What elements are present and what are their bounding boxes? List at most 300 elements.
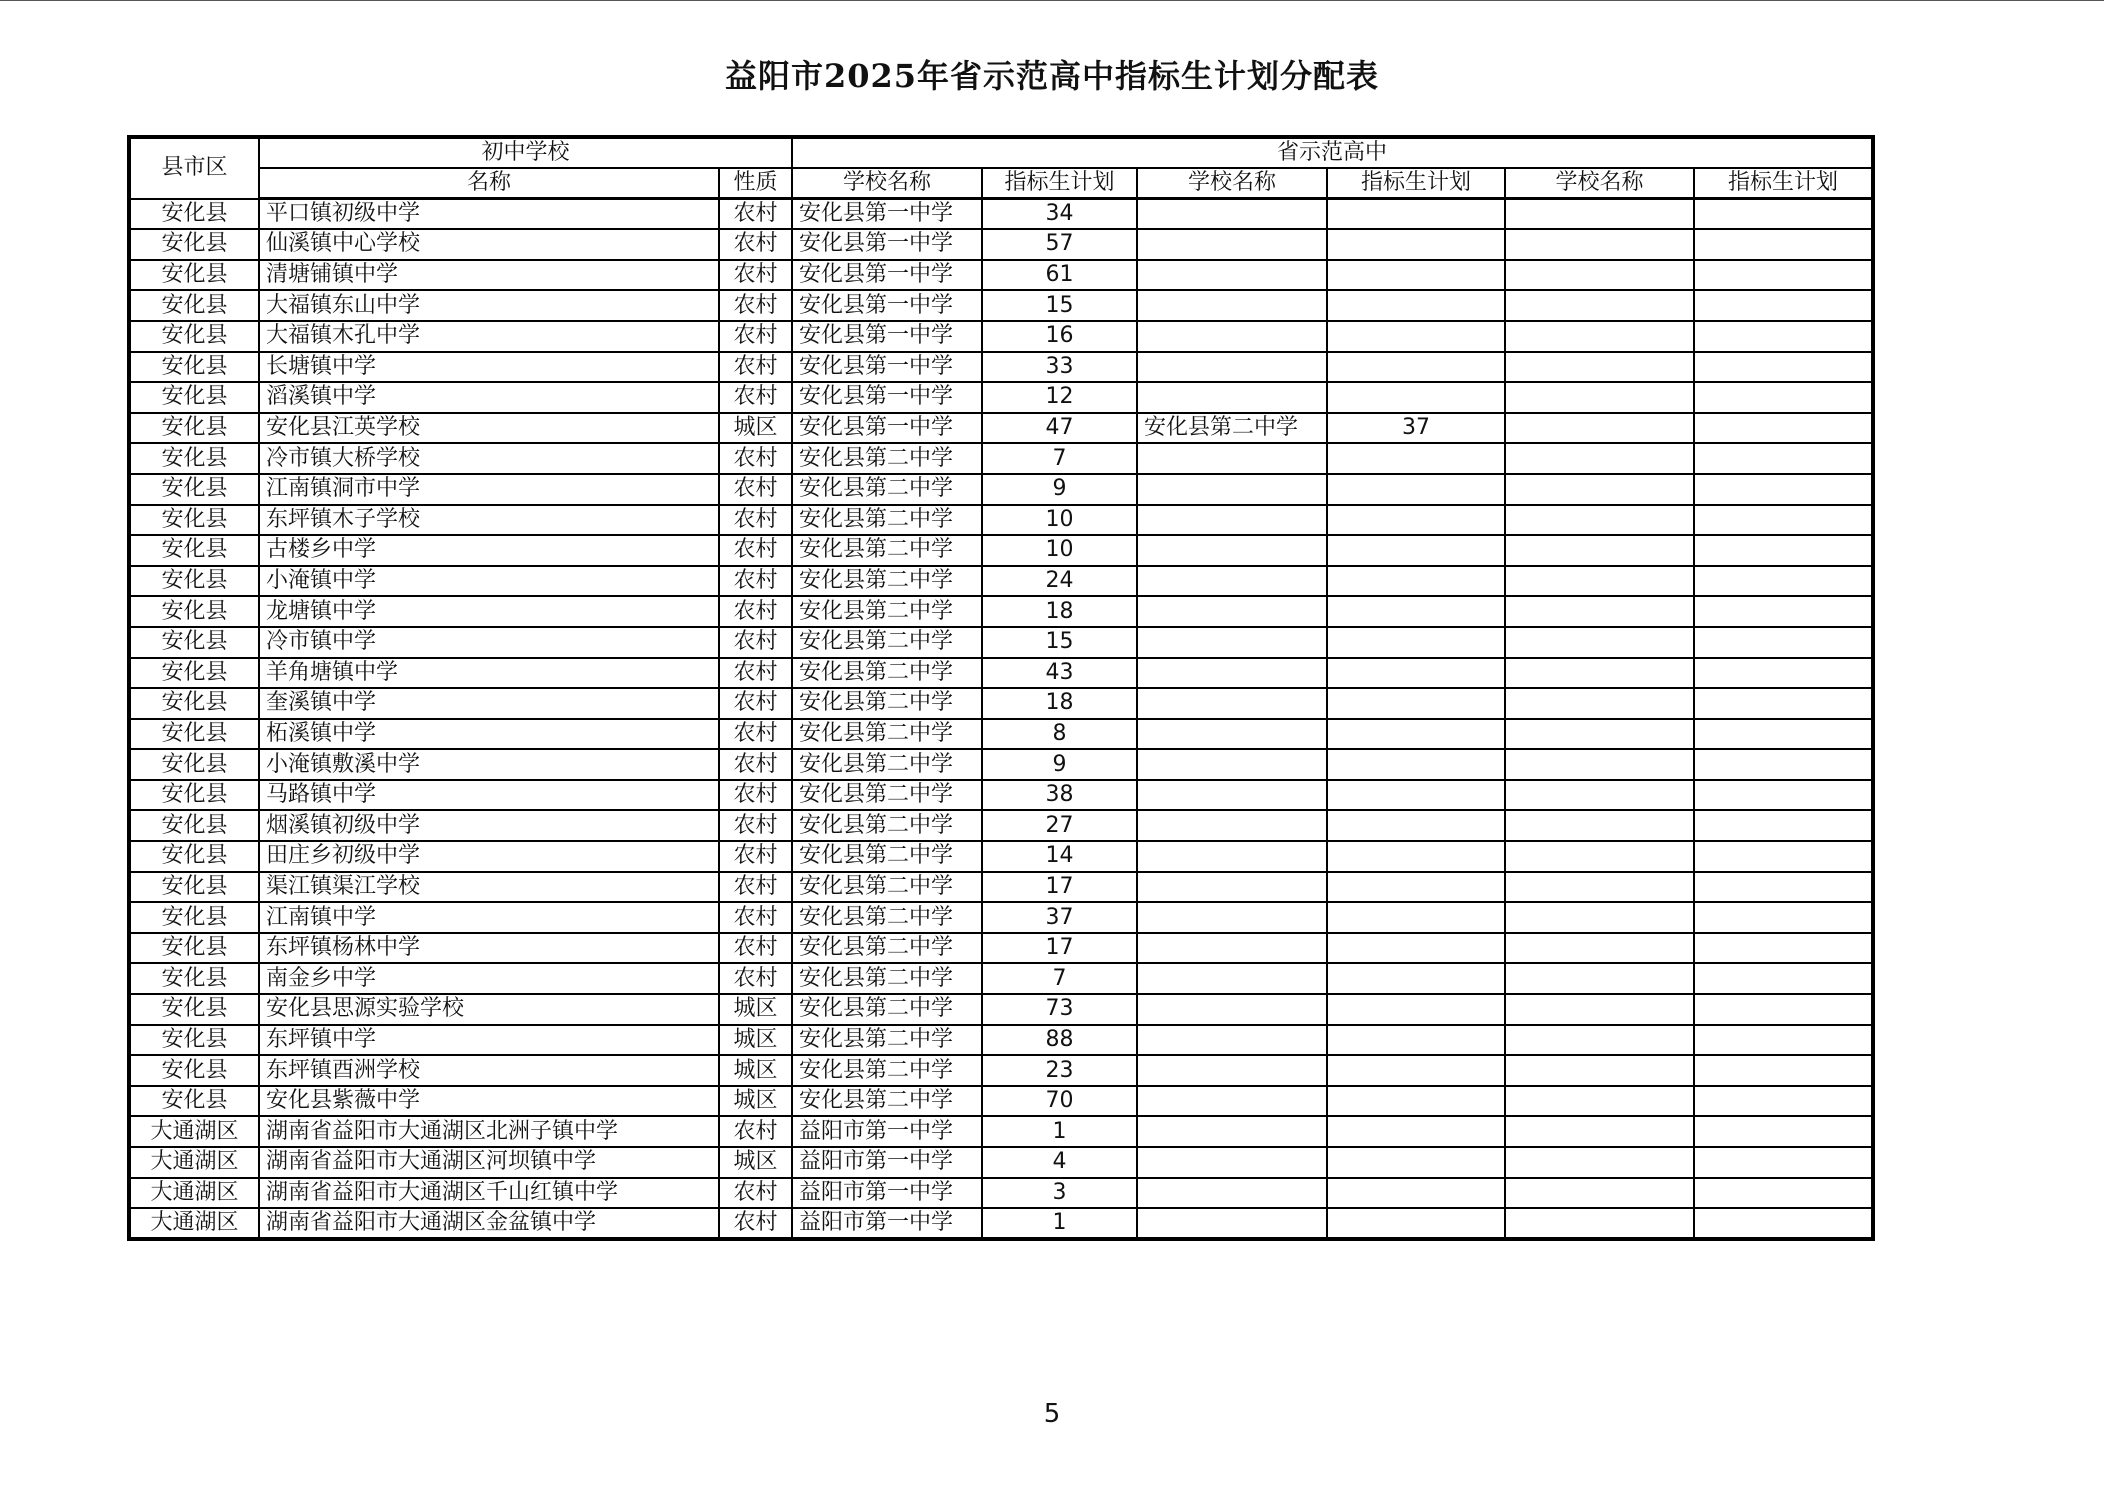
cell-senior-school-2 [1137,596,1327,627]
cell-quota-1: 14 [982,841,1137,872]
table-row [129,1086,1873,1117]
cell-senior-school-3 [1505,1208,1694,1239]
cell-quota-2 [1327,321,1505,352]
cell-quota-3 [1694,199,1873,230]
cell-nature: 农村 [719,229,792,260]
page-number: 5 [1043,1399,1061,1429]
cell-county: 安化县 [129,321,259,352]
cell-county: 安化县 [129,933,259,964]
cell-quota-2 [1327,290,1505,321]
cell-quota-3 [1694,627,1873,658]
cell-school-name: 湖南省益阳市大通湖区千山红镇中学 [259,1178,719,1209]
table-row [129,352,1873,383]
table-row [129,963,1873,994]
cell-senior-school-3 [1505,1055,1694,1086]
cell-school-name: 清塘铺镇中学 [259,260,719,291]
cell-senior-school-2 [1137,505,1327,536]
cell-school-name: 龙塘镇中学 [259,596,719,627]
cell-quota-3 [1694,1055,1873,1086]
cell-county: 安化县 [129,229,259,260]
cell-school-name: 马路镇中学 [259,780,719,811]
cell-nature: 城区 [719,1055,792,1086]
cell-county: 安化县 [129,474,259,505]
cell-senior-school-1: 安化县第二中学 [792,749,982,780]
table-row [129,321,1873,352]
cell-quota-2 [1327,810,1505,841]
cell-quota-3 [1694,1086,1873,1117]
table-row [129,382,1873,413]
cell-county: 安化县 [129,199,259,230]
cell-school-name: 安化县江英学校 [259,413,719,444]
header-senior-group: 省示范高中 [792,137,1873,168]
cell-quota-3 [1694,933,1873,964]
cell-quota-2 [1327,382,1505,413]
cell-senior-school-3 [1505,382,1694,413]
cell-school-name: 湖南省益阳市大通湖区北洲子镇中学 [259,1116,719,1147]
table-row [129,627,1873,658]
cell-senior-school-3 [1505,933,1694,964]
cell-quota-2 [1327,443,1505,474]
cell-nature: 农村 [719,535,792,566]
table-row [129,780,1873,811]
cell-quota-1: 4 [982,1147,1137,1178]
cell-quota-2 [1327,1086,1505,1117]
cell-senior-school-1: 益阳市第一中学 [792,1208,982,1239]
cell-school-name: 东坪镇中学 [259,1025,719,1056]
cell-school-name: 小淹镇中学 [259,566,719,597]
cell-quota-1: 8 [982,719,1137,750]
cell-school-name: 平口镇初级中学 [259,199,719,230]
cell-quota-1: 43 [982,658,1137,689]
cell-nature: 农村 [719,443,792,474]
table-row [129,535,1873,566]
cell-quota-1: 34 [982,199,1137,230]
cell-senior-school-3 [1505,1086,1694,1117]
cell-school-name: 南金乡中学 [259,963,719,994]
cell-school-name: 羊角塘镇中学 [259,658,719,689]
cell-nature: 农村 [719,933,792,964]
cell-quota-3 [1694,352,1873,383]
cell-county: 安化县 [129,688,259,719]
cell-county: 安化县 [129,902,259,933]
cell-senior-school-1: 安化县第二中学 [792,474,982,505]
table-row [129,596,1873,627]
cell-school-name: 安化县紫薇中学 [259,1086,719,1117]
table-row [129,688,1873,719]
cell-quota-3 [1694,902,1873,933]
cell-nature: 农村 [719,352,792,383]
cell-nature: 农村 [719,1116,792,1147]
header-quota-2: 指标生计划 [1327,168,1505,199]
cell-quota-3 [1694,749,1873,780]
cell-county: 安化县 [129,413,259,444]
cell-county: 大通湖区 [129,1116,259,1147]
cell-quota-2 [1327,229,1505,260]
cell-senior-school-1: 安化县第一中学 [792,260,982,291]
cell-quota-3 [1694,413,1873,444]
cell-quota-3 [1694,321,1873,352]
cell-quota-2 [1327,260,1505,291]
cell-quota-3 [1694,229,1873,260]
cell-quota-1: 7 [982,963,1137,994]
cell-quota-2 [1327,1055,1505,1086]
cell-senior-school-1: 安化县第二中学 [792,596,982,627]
cell-senior-school-3 [1505,902,1694,933]
cell-quota-2 [1327,1025,1505,1056]
cell-senior-school-2 [1137,443,1327,474]
header-quota-3: 指标生计划 [1694,168,1873,199]
cell-county: 安化县 [129,719,259,750]
cell-county: 安化县 [129,1055,259,1086]
cell-senior-school-1: 安化县第二中学 [792,1025,982,1056]
cell-quota-2 [1327,994,1505,1025]
cell-quota-2 [1327,963,1505,994]
cell-quota-3 [1694,810,1873,841]
cell-county: 安化县 [129,658,259,689]
cell-senior-school-2 [1137,627,1327,658]
table-row [129,994,1873,1025]
cell-quota-3 [1694,566,1873,597]
cell-senior-school-1: 安化县第二中学 [792,658,982,689]
cell-school-name: 奎溪镇中学 [259,688,719,719]
header-name: 名称 [259,168,719,199]
cell-quota-3 [1694,260,1873,291]
table-row [129,1116,1873,1147]
cell-school-name: 仙溪镇中心学校 [259,229,719,260]
cell-county: 大通湖区 [129,1208,259,1239]
cell-quota-2 [1327,505,1505,536]
header-nature: 性质 [719,168,792,199]
cell-senior-school-3 [1505,260,1694,291]
cell-nature: 农村 [719,658,792,689]
table-body [129,199,1873,1240]
cell-senior-school-1: 安化县第二中学 [792,841,982,872]
cell-county: 安化县 [129,535,259,566]
cell-county: 安化县 [129,963,259,994]
cell-school-name: 湖南省益阳市大通湖区金盆镇中学 [259,1208,719,1239]
table-row [129,413,1873,444]
cell-county: 安化县 [129,1086,259,1117]
cell-quota-2 [1327,933,1505,964]
cell-senior-school-2 [1137,1208,1327,1239]
cell-quota-2 [1327,749,1505,780]
cell-nature: 农村 [719,841,792,872]
cell-school-name: 冷市镇大桥学校 [259,443,719,474]
cell-quota-3 [1694,1147,1873,1178]
cell-senior-school-1: 安化县第二中学 [792,963,982,994]
cell-senior-school-1: 安化县第二中学 [792,535,982,566]
cell-quota-2 [1327,1147,1505,1178]
cell-quota-1: 3 [982,1178,1137,1209]
table-row [129,749,1873,780]
cell-quota-1: 9 [982,749,1137,780]
cell-quota-2 [1327,1178,1505,1209]
cell-senior-school-3 [1505,443,1694,474]
cell-county: 安化县 [129,780,259,811]
cell-nature: 城区 [719,1147,792,1178]
cell-quota-1: 24 [982,566,1137,597]
cell-senior-school-3 [1505,596,1694,627]
cell-quota-3 [1694,596,1873,627]
header-junior-group: 初中学校 [259,137,792,168]
table-row [129,229,1873,260]
cell-quota-3 [1694,474,1873,505]
cell-senior-school-2 [1137,229,1327,260]
cell-nature: 农村 [719,1178,792,1209]
cell-school-name: 湖南省益阳市大通湖区河坝镇中学 [259,1147,719,1178]
cell-senior-school-1: 安化县第一中学 [792,352,982,383]
cell-senior-school-2 [1137,963,1327,994]
cell-senior-school-2 [1137,290,1327,321]
cell-senior-school-1: 安化县第二中学 [792,933,982,964]
table-row [129,260,1873,291]
cell-senior-school-1: 安化县第二中学 [792,566,982,597]
table-row [129,505,1873,536]
cell-quota-1: 70 [982,1086,1137,1117]
cell-quota-1: 9 [982,474,1137,505]
cell-nature: 农村 [719,260,792,291]
cell-quota-1: 12 [982,382,1137,413]
cell-senior-school-3 [1505,841,1694,872]
cell-senior-school-3 [1505,627,1694,658]
cell-county: 安化县 [129,810,259,841]
cell-senior-school-2 [1137,1178,1327,1209]
cell-nature: 农村 [719,902,792,933]
cell-nature: 农村 [719,596,792,627]
table-row [129,443,1873,474]
cell-county: 安化县 [129,505,259,536]
cell-quota-1: 7 [982,443,1137,474]
cell-school-name: 大福镇木孔中学 [259,321,719,352]
cell-senior-school-2 [1137,1116,1327,1147]
cell-senior-school-3 [1505,321,1694,352]
cell-senior-school-2 [1137,872,1327,903]
cell-senior-school-3 [1505,505,1694,536]
cell-school-name: 烟溪镇初级中学 [259,810,719,841]
header-school-3: 学校名称 [1505,168,1694,199]
cell-senior-school-3 [1505,658,1694,689]
cell-senior-school-2 [1137,566,1327,597]
cell-nature: 农村 [719,627,792,658]
cell-quota-3 [1694,505,1873,536]
cell-quota-1: 17 [982,872,1137,903]
cell-senior-school-3 [1505,872,1694,903]
cell-county: 安化县 [129,596,259,627]
cell-school-name: 大福镇东山中学 [259,290,719,321]
cell-quota-3 [1694,963,1873,994]
cell-quota-3 [1694,780,1873,811]
cell-senior-school-1: 安化县第二中学 [792,994,982,1025]
cell-nature: 农村 [719,749,792,780]
cell-senior-school-1: 益阳市第一中学 [792,1116,982,1147]
cell-quota-2 [1327,658,1505,689]
table-row [129,872,1873,903]
cell-school-name: 安化县思源实验学校 [259,994,719,1025]
cell-senior-school-3 [1505,719,1694,750]
allocation-table [127,135,1875,1241]
cell-quota-2 [1327,535,1505,566]
cell-nature: 农村 [719,505,792,536]
cell-school-name: 江南镇洞市中学 [259,474,719,505]
table-row [129,566,1873,597]
cell-quota-3 [1694,443,1873,474]
table-row [129,1025,1873,1056]
cell-senior-school-3 [1505,810,1694,841]
table-row [129,841,1873,872]
cell-quota-3 [1694,719,1873,750]
cell-quota-1: 15 [982,290,1137,321]
cell-nature: 农村 [719,872,792,903]
table-row [129,1208,1873,1239]
cell-senior-school-2 [1137,1025,1327,1056]
cell-nature: 农村 [719,382,792,413]
cell-nature: 城区 [719,1025,792,1056]
cell-senior-school-3 [1505,994,1694,1025]
cell-senior-school-1: 安化县第一中学 [792,199,982,230]
cell-nature: 城区 [719,413,792,444]
cell-nature: 农村 [719,321,792,352]
cell-senior-school-3 [1505,290,1694,321]
cell-senior-school-3 [1505,566,1694,597]
cell-quota-1: 73 [982,994,1137,1025]
table-row [129,199,1873,230]
cell-quota-1: 33 [982,352,1137,383]
cell-quota-3 [1694,658,1873,689]
cell-school-name: 东坪镇杨林中学 [259,933,719,964]
cell-senior-school-1: 安化县第二中学 [792,505,982,536]
cell-quota-1: 47 [982,413,1137,444]
cell-nature: 农村 [719,199,792,230]
cell-quota-2 [1327,902,1505,933]
cell-school-name: 古楼乡中学 [259,535,719,566]
cell-nature: 农村 [719,1208,792,1239]
cell-county: 安化县 [129,994,259,1025]
header-county: 县市区 [129,137,259,199]
header-school-2: 学校名称 [1137,168,1327,199]
cell-senior-school-1: 安化县第一中学 [792,321,982,352]
cell-quota-1: 15 [982,627,1137,658]
cell-nature: 城区 [719,994,792,1025]
page-title: 益阳市2025年省示范高中指标生计划分配表 [724,57,1380,95]
cell-senior-school-2 [1137,474,1327,505]
cell-county: 安化县 [129,872,259,903]
cell-quota-2 [1327,352,1505,383]
cell-county: 大通湖区 [129,1178,259,1209]
cell-quota-3 [1694,382,1873,413]
cell-senior-school-3 [1505,535,1694,566]
cell-quota-2 [1327,872,1505,903]
cell-senior-school-1: 益阳市第一中学 [792,1147,982,1178]
cell-quota-2 [1327,841,1505,872]
cell-senior-school-1: 安化县第二中学 [792,627,982,658]
cell-county: 大通湖区 [129,1147,259,1178]
table-row [129,1147,1873,1178]
cell-quota-1: 16 [982,321,1137,352]
table-row [129,1055,1873,1086]
cell-quota-1: 17 [982,933,1137,964]
cell-nature: 农村 [719,290,792,321]
cell-senior-school-2 [1137,933,1327,964]
cell-senior-school-2 [1137,658,1327,689]
cell-quota-1: 10 [982,505,1137,536]
cell-school-name: 渠江镇渠江学校 [259,872,719,903]
cell-senior-school-2 [1137,1055,1327,1086]
cell-county: 安化县 [129,352,259,383]
cell-senior-school-2 [1137,841,1327,872]
cell-county: 安化县 [129,841,259,872]
cell-quota-1: 61 [982,260,1137,291]
cell-quota-3 [1694,1208,1873,1239]
cell-senior-school-2 [1137,994,1327,1025]
cell-quota-1: 1 [982,1208,1137,1239]
cell-school-name: 冷市镇中学 [259,627,719,658]
cell-quota-3 [1694,1178,1873,1209]
table-row [129,290,1873,321]
cell-senior-school-2 [1137,321,1327,352]
cell-senior-school-2 [1137,810,1327,841]
cell-county: 安化县 [129,290,259,321]
cell-senior-school-1: 安化县第二中学 [792,872,982,903]
cell-senior-school-2 [1137,688,1327,719]
cell-senior-school-2 [1137,1086,1327,1117]
cell-quota-2 [1327,719,1505,750]
cell-quota-1: 27 [982,810,1137,841]
header-school-1: 学校名称 [792,168,982,199]
cell-quota-1: 1 [982,1116,1137,1147]
cell-quota-2 [1327,688,1505,719]
cell-nature: 农村 [719,780,792,811]
cell-senior-school-1: 安化县第二中学 [792,810,982,841]
cell-senior-school-1: 安化县第二中学 [792,443,982,474]
cell-senior-school-3 [1505,229,1694,260]
cell-senior-school-3 [1505,1178,1694,1209]
cell-senior-school-3 [1505,1025,1694,1056]
table-row [129,933,1873,964]
cell-quota-3 [1694,688,1873,719]
table-row [129,1178,1873,1209]
cell-school-name: 江南镇中学 [259,902,719,933]
cell-senior-school-3 [1505,199,1694,230]
cell-county: 安化县 [129,749,259,780]
cell-senior-school-3 [1505,474,1694,505]
cell-quota-3 [1694,872,1873,903]
cell-quota-1: 37 [982,902,1137,933]
cell-senior-school-2 [1137,780,1327,811]
cell-senior-school-3 [1505,688,1694,719]
cell-quota-3 [1694,290,1873,321]
cell-quota-1: 57 [982,229,1137,260]
cell-school-name: 东坪镇木子学校 [259,505,719,536]
cell-school-name: 小淹镇敷溪中学 [259,749,719,780]
cell-quota-2 [1327,199,1505,230]
cell-senior-school-2 [1137,1147,1327,1178]
table-row [129,902,1873,933]
cell-nature: 城区 [719,1086,792,1117]
cell-senior-school-1: 安化县第二中学 [792,719,982,750]
cell-school-name: 东坪镇酉洲学校 [259,1055,719,1086]
cell-quota-3 [1694,994,1873,1025]
cell-senior-school-3 [1505,1147,1694,1178]
cell-senior-school-1: 安化县第二中学 [792,902,982,933]
cell-quota-2 [1327,1116,1505,1147]
cell-quota-1: 88 [982,1025,1137,1056]
cell-nature: 农村 [719,810,792,841]
cell-quota-1: 10 [982,535,1137,566]
cell-senior-school-3 [1505,963,1694,994]
cell-nature: 农村 [719,963,792,994]
cell-senior-school-1: 安化县第二中学 [792,780,982,811]
cell-quota-1: 38 [982,780,1137,811]
